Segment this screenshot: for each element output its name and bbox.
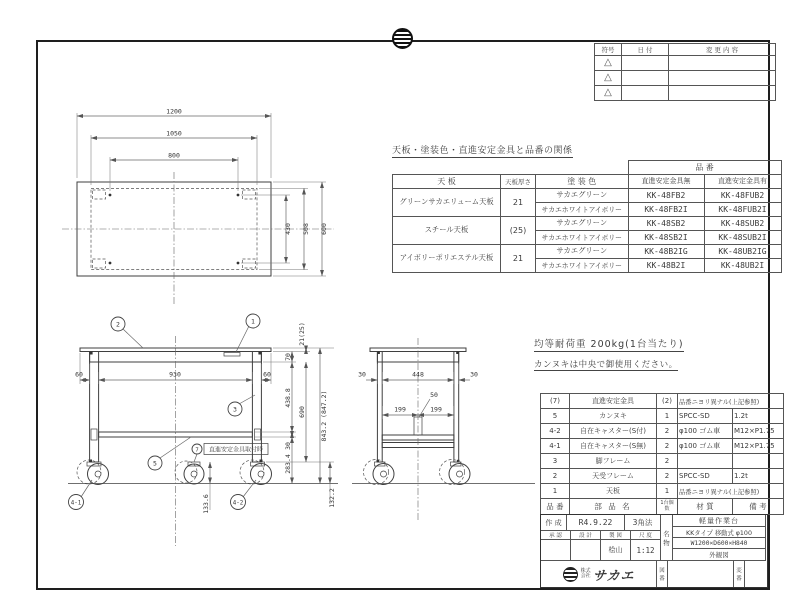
part-no: 3 [541,454,570,469]
change-no-label: 変 番 [734,561,745,587]
part-material [678,454,733,469]
part-qty: 2 [657,424,678,439]
part-qty: 2 [657,454,678,469]
parts-row [541,469,784,484]
load-note-line1: 均等耐荷重 200kg(1台当たり) [534,336,684,352]
spec-color: サカエグリーン [536,188,629,202]
dim-508: 508 [302,223,310,235]
part-material: φ100 ゴム車 [678,424,733,439]
parts-row [541,394,784,409]
drawing-scale: 1:12 [631,540,661,561]
spec-thickness: 21 [501,244,536,272]
spec-color: サカエホワイトアイボリー [536,202,629,216]
part-name: 自在キャスター(S付) [570,424,657,439]
part-material: SPCC-SD [678,469,733,484]
spec-header-thickness: 天板厚さ [501,174,536,188]
dim-199-left: 199 [394,405,406,414]
dim-132.2: 132.2 [328,488,336,508]
dim-30: 30 [284,442,292,450]
spec-kk-with: KK-48UB2I [704,258,781,272]
projection-method: 3角法 [625,515,661,531]
part-no: 5 [541,409,570,424]
parts-list [540,393,784,515]
part-material: 品番ニヨリ異ナル(上記参照) [678,484,784,499]
company-prefix [581,569,591,580]
part-remarks: M12×P1.75 [733,424,784,439]
change-no-value [745,561,769,587]
part-no: 4-2 [541,424,570,439]
part-material: 品番ニヨリ異ナル(上記参照) [678,394,784,409]
parts-row [541,439,784,454]
dim-60-right: 60 [263,370,271,379]
spec-section [392,138,782,273]
spec-color: サカエホワイトアイボリー [536,258,629,272]
parts-row [541,424,784,439]
dim-30-left: 30 [358,370,366,379]
side-view-drawing [350,306,550,556]
top-view-dimensions [77,108,328,277]
drafter-name: 桧山 [601,540,631,561]
spec-header-part-no: 品 番 [628,161,781,175]
spec-top-name: グリーンサカエリューム天板 [393,188,501,216]
spec-kk-with: KK-48FUB2 [704,188,781,202]
drawing-no-label: 図 番 [657,561,668,587]
part-name: 自在キャスター(S無) [570,439,657,454]
spec-kk-with: KK-48SUB2I [704,230,781,244]
title-block [540,514,768,588]
balloon-4-2: 4-2 [232,500,244,507]
spec-kk-without: KK-48B2I [628,258,704,272]
company-prefix-bottom: 会社 [580,573,591,579]
product-size: W1200×D600×H840 [673,538,766,549]
dim-800: 800 [168,151,180,160]
revision-date-cell [622,86,669,101]
part-name: 天板 [570,484,657,499]
product-name: 軽量作業台 [673,515,766,527]
parts-header-qty: 1台個数 [657,499,678,515]
front-view-dimensions [75,322,336,514]
load-note-line2: カンヌキは中央で御使用ください。 [534,360,678,370]
name-char: 名 [663,529,670,538]
company-logo [541,561,657,587]
revision-col-change: 変 更 内 容 [669,44,776,56]
top-view-drawing [44,96,344,311]
dim-1050: 1050 [166,129,182,138]
spec-kk-without: KK-48SB2I [628,230,704,244]
revision-change-cell [669,86,776,101]
part-no: (7) [541,394,570,409]
spec-header-color: 塗 装 色 [536,174,629,188]
dim-430: 430 [284,223,292,235]
spec-thickness: (25) [501,216,536,244]
balloon-7: 7 [195,447,199,454]
part-remarks [733,454,784,469]
dim-70: 70 [284,353,292,361]
spec-kk-with: KK-48UB2IG [704,244,781,258]
balloon-2: 2 [116,320,120,329]
design-label: 設 計 [571,531,601,540]
part-remarks: 1.2t [733,409,784,424]
side-view-outline [352,338,535,521]
spec-color: サカエグリーン [536,244,629,258]
dim-50: 50 [430,391,438,399]
part-remarks: 1.2t [733,469,784,484]
spec-color: サカエグリーン [536,216,629,230]
load-note [534,332,684,371]
part-qty: 2 [657,469,678,484]
design-value [571,540,601,561]
spec-header-with: 直進安定金具有 [704,174,781,188]
part-qty: (2) [657,394,678,409]
revision-triangle-icon: △ [604,72,612,83]
dim-843.2: 843.2 (847.2) [320,390,328,442]
scale-label: 尺 度 [631,531,661,540]
revision-date-cell [622,71,669,86]
spec-kk-without: KK-48FB2I [628,202,704,216]
part-no: 4-1 [541,439,570,454]
created-label: 作 成 [541,515,567,531]
spec-kk-without: KK-48SB2 [628,216,704,230]
revision-change-cell [669,71,776,86]
part-remarks: M12×P1.75 [733,439,784,454]
spec-color: サカエホワイトアイボリー [536,230,629,244]
part-no: 1 [541,484,570,499]
spec-thickness: 21 [501,188,536,216]
draft-label: 製 図 [601,531,631,540]
dim-1200: 1200 [166,107,182,116]
top-view-outline [62,172,334,304]
parts-header-row [541,499,784,515]
spec-table [392,160,782,273]
created-date: R4.9.22 [567,515,625,531]
parts-row [541,484,784,499]
name-char: 物 [663,538,670,547]
part-name: 天受フレーム [570,469,657,484]
part-name: 直進安定金具 [570,394,657,409]
spec-header-without: 直進安定金具無 [628,174,704,188]
revision-triangle-icon: △ [604,87,612,98]
dim-133.6: 133.6 [202,494,210,514]
dim-30-right: 30 [470,370,478,379]
balloon-7-note: 直進安定金具取付時 [208,446,264,454]
revision-col-symbol: 符号 [595,44,622,56]
spec-title: 天板・塗装色・直進安定金具と品番の関係 [392,143,573,158]
revision-date-cell [622,56,669,71]
company-prefix-top: 株式 [580,567,591,574]
part-material: φ100 ゴム車 [678,439,733,454]
part-qty: 2 [657,439,678,454]
spec-top-name: スチール天板 [393,216,501,244]
balloon-3: 3 [233,405,237,414]
front-view-drawing [48,306,348,556]
dim-690: 690 [298,406,306,418]
approve-label: 承 認 [541,531,571,540]
parts-row [541,409,784,424]
parts-header-remarks: 備 考 [733,499,784,515]
part-material: SPCC-SD [678,409,733,424]
sakae-logo-icon [563,567,578,582]
spec-kk-without: KK-48FB2 [628,188,704,202]
name-column [661,515,673,561]
part-no: 2 [541,469,570,484]
sheet-center-logo-icon [392,28,413,49]
revision-col-date: 日 付 [622,44,669,56]
dim-283.4: 283.4 [284,454,292,474]
parts-row [541,454,784,469]
spec-header-top: 天 板 [393,174,501,188]
dim-21-25: 21(25) [298,322,306,346]
drawing-kind: 外観図 [673,549,766,561]
product-type: KKタイプ 移動式 φ100 [673,527,766,538]
drawing-no-value [668,561,734,587]
parts-header-no: 品 番 [541,499,570,515]
part-name: カンヌキ [570,409,657,424]
dim-438.8: 438.8 [284,388,292,408]
balloon-5: 5 [153,459,157,468]
part-name: 脚フレーム [570,454,657,469]
spec-kk-with: KK-48FUB2I [704,202,781,216]
dim-448: 448 [412,370,424,379]
parts-header-name: 部 品 名 [570,499,657,515]
balloon-4-1: 4-1 [70,500,82,507]
dim-930: 930 [169,370,181,379]
part-qty: 1 [657,409,678,424]
revision-triangle-icon: △ [604,57,612,68]
company-name: サカエ [591,568,635,584]
revision-table [594,43,776,101]
parts-header-material: 材 質 [678,499,733,515]
dim-199-right: 199 [430,405,442,414]
dim-600: 600 [320,223,328,235]
spec-top-name: アイボリーポリエステル天板 [393,244,501,272]
part-qty: 1 [657,484,678,499]
balloon-1: 1 [251,317,255,326]
spec-kk-without: KK-48B2IG [628,244,704,258]
dim-60-left: 60 [75,370,83,379]
revision-change-cell [669,56,776,71]
spec-kk-with: KK-48SUB2 [704,216,781,230]
